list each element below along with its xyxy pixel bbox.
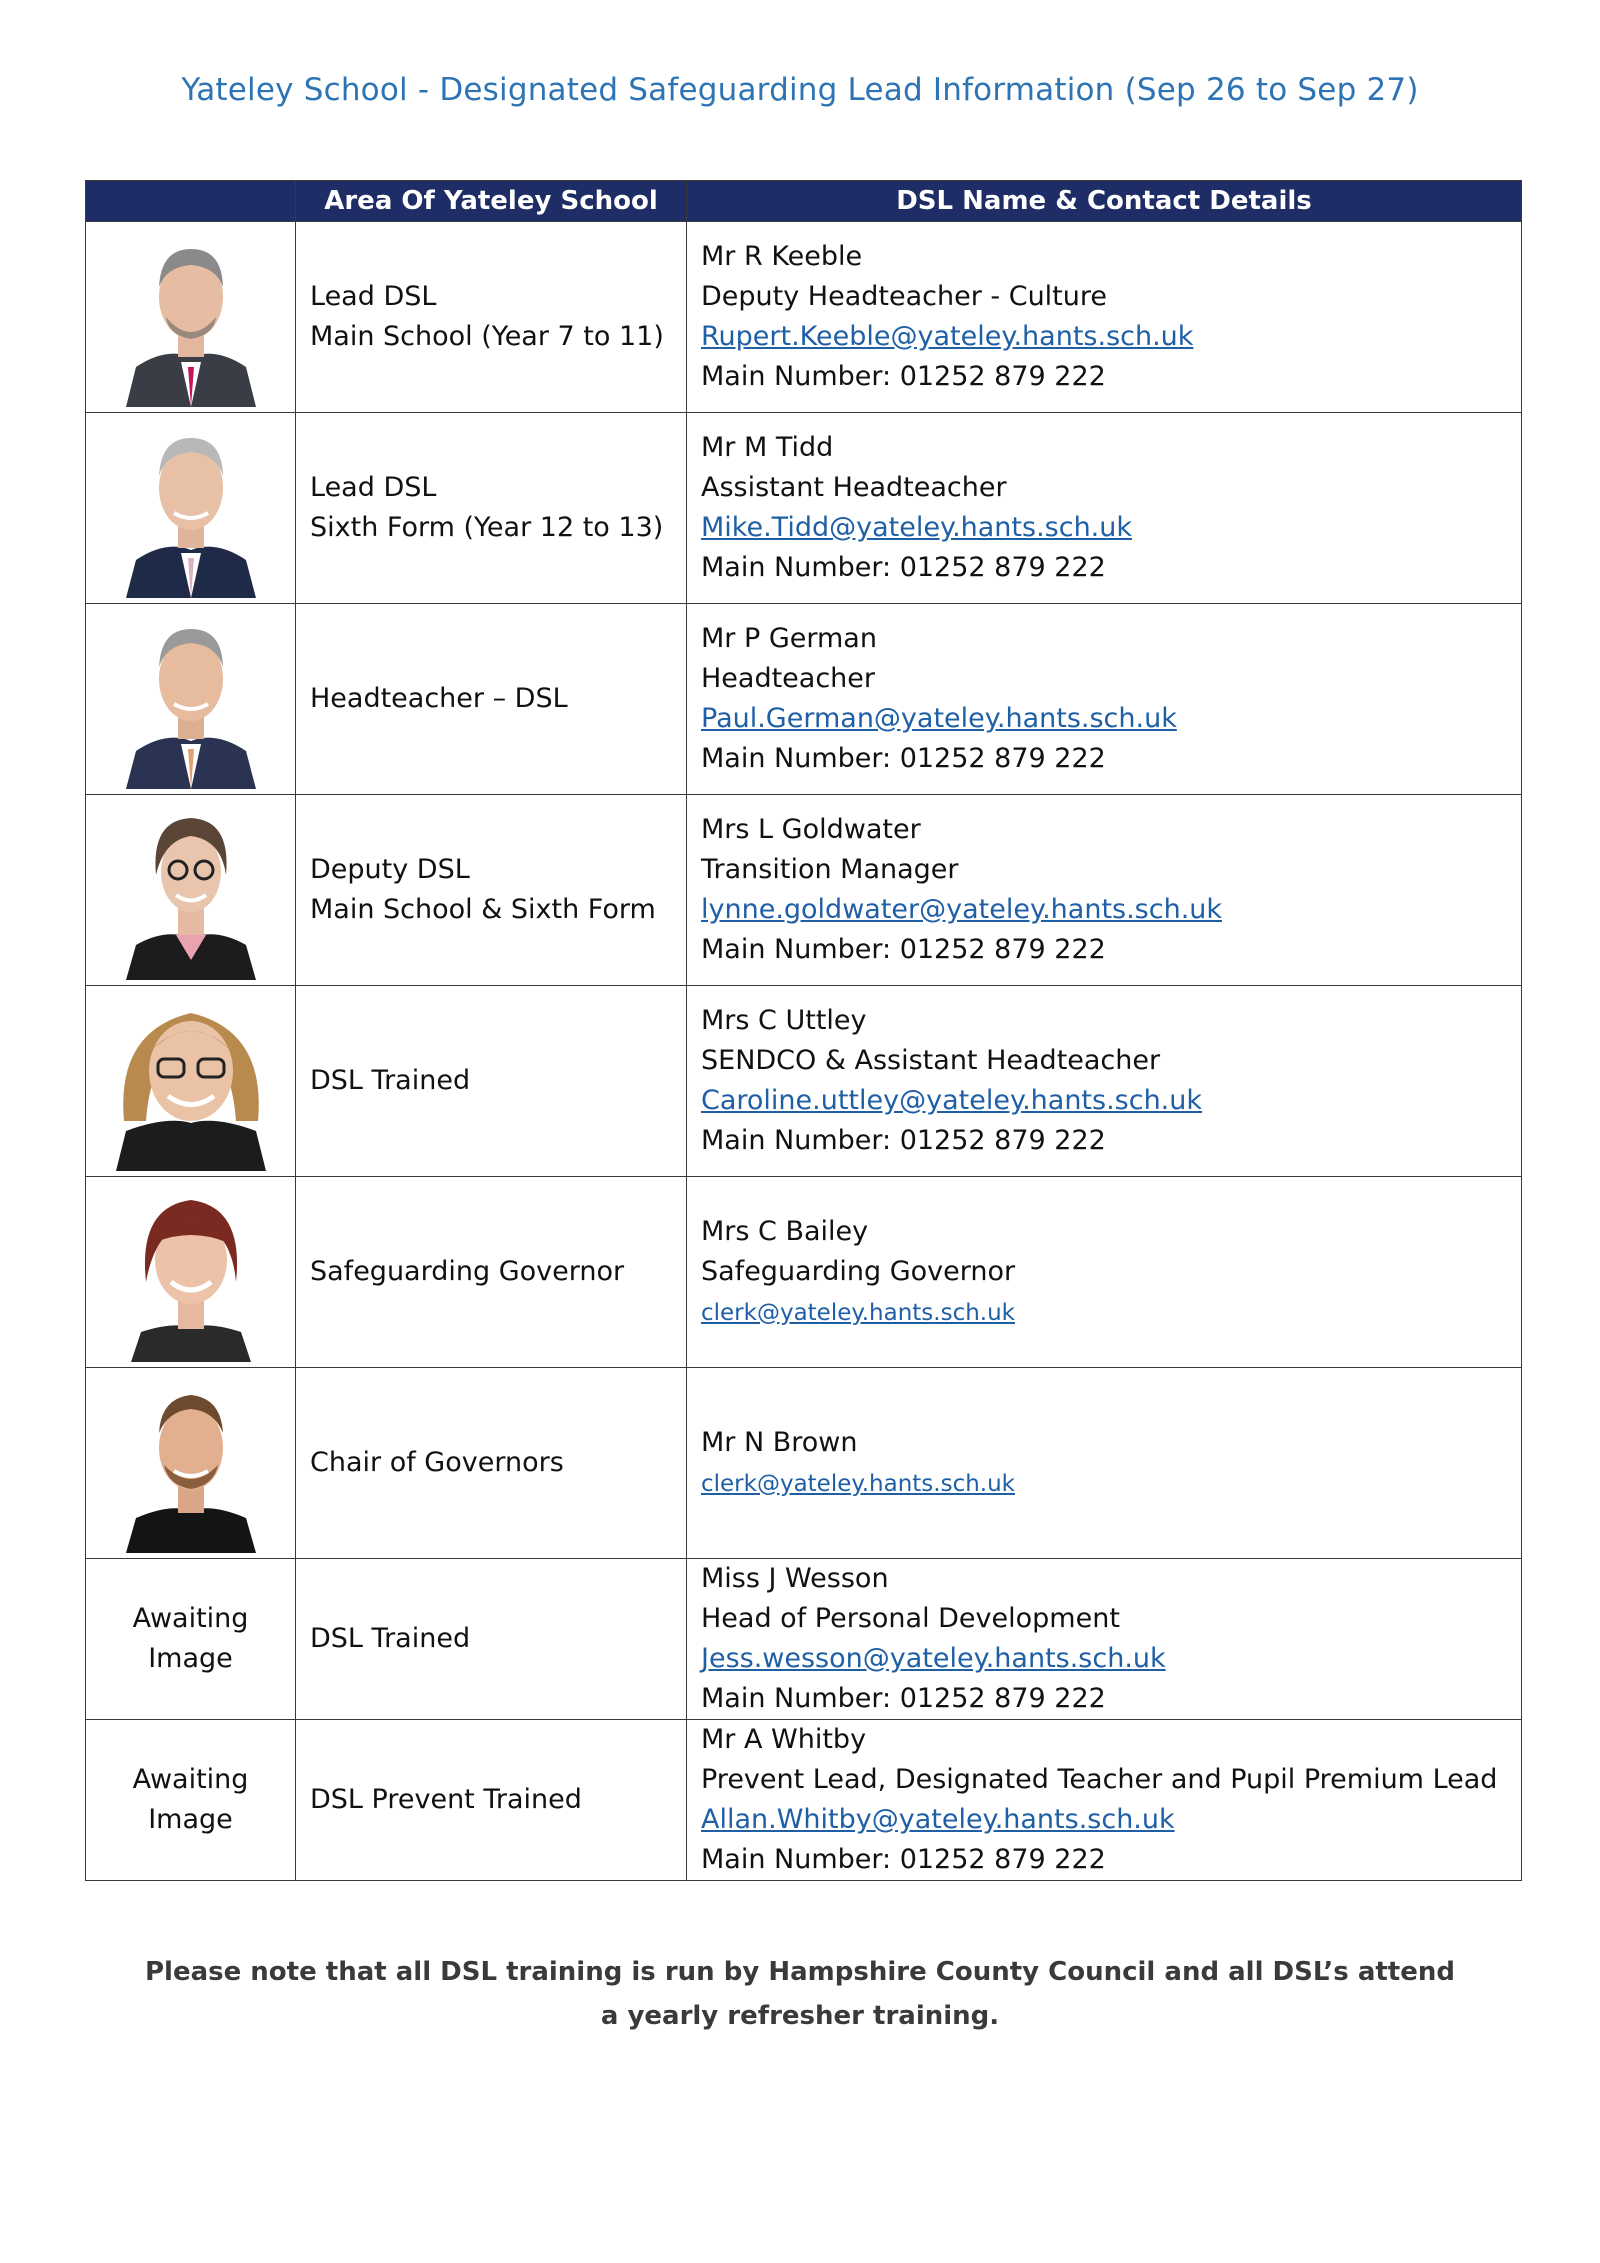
contact-name: Mr M Tidd <box>701 432 834 463</box>
area-cell <box>296 986 687 1177</box>
portrait-photo <box>126 800 256 980</box>
area-line: DSL Prevent Trained <box>310 1784 582 1815</box>
contact-name: Mrs L Goldwater <box>701 814 921 845</box>
contact-cell <box>687 413 1522 604</box>
email-link[interactable]: Paul.German@yateley.hants.sch.uk <box>701 703 1177 734</box>
contact-role: Transition Manager <box>701 854 959 885</box>
table-row <box>86 1368 1522 1559</box>
photo-cell <box>86 986 296 1177</box>
photo-cell <box>86 222 296 413</box>
photo-cell <box>86 1177 296 1368</box>
area-cell <box>296 222 687 413</box>
contact-cell <box>687 795 1522 986</box>
area-cell <box>296 604 687 795</box>
area-line: Lead DSL <box>310 472 437 503</box>
area-line: DSL Trained <box>310 1065 471 1096</box>
note-line: Please note that all DSL training is run by Hampshire County Council and all DSL’s attend <box>144 1957 1455 1987</box>
table-row <box>86 795 1522 986</box>
table-row <box>86 1559 1522 1720</box>
contact-name: Mr R Keeble <box>701 241 863 272</box>
email-link[interactable]: Allan.Whitby@yateley.hants.sch.uk <box>701 1804 1175 1835</box>
photo-cell <box>86 413 296 604</box>
contact-cell <box>687 1720 1522 1881</box>
contact-cell <box>687 986 1522 1177</box>
contact-phone: Main Number: 01252 879 222 <box>701 743 1106 774</box>
table-row <box>86 222 1522 413</box>
area-line: Deputy DSL <box>310 854 470 885</box>
area-line: Sixth Form (Year 12 to 13) <box>310 512 664 543</box>
header-photo <box>86 181 296 222</box>
portrait-photo <box>126 418 256 598</box>
contact-role: Headteacher <box>701 663 876 694</box>
header-contact: DSL Name & Contact Details <box>687 181 1522 222</box>
table-row <box>86 604 1522 795</box>
contact-name: Mrs C Uttley <box>701 1005 867 1036</box>
photo-cell <box>86 1368 296 1559</box>
email-link[interactable]: lynne.goldwater@yateley.hants.sch.uk <box>701 894 1223 925</box>
area-cell <box>296 1177 687 1368</box>
email-link[interactable]: clerk@yateley.hants.sch.uk <box>701 1299 1015 1326</box>
awaiting-image: Awaiting Image <box>86 1559 296 1720</box>
portrait-photo <box>96 991 286 1171</box>
header-area: Area Of Yateley School <box>296 181 687 222</box>
table-row <box>86 986 1522 1177</box>
contact-phone: Main Number: 01252 879 222 <box>701 934 1106 965</box>
table-row <box>86 1177 1522 1368</box>
contact-cell <box>687 604 1522 795</box>
area-line: Chair of Governors <box>310 1447 564 1478</box>
email-link[interactable]: Jess.wesson@yateley.hants.sch.uk <box>701 1643 1166 1674</box>
table-row <box>86 1720 1522 1881</box>
email-link[interactable]: Caroline.uttley@yateley.hants.sch.uk <box>701 1085 1203 1116</box>
area-cell <box>296 1559 687 1720</box>
training-note <box>0 1950 1600 2038</box>
contact-role: SENDCO & Assistant Headteacher <box>701 1045 1161 1076</box>
contact-name: Miss J Wesson <box>701 1563 889 1594</box>
page-title: Yateley School - Designated Safeguarding Lead Information (Sep 26 to Sep 27) <box>181 72 1419 108</box>
photo-cell <box>86 604 296 795</box>
area-line: Safeguarding Governor <box>310 1256 625 1287</box>
email-link[interactable]: clerk@yateley.hants.sch.uk <box>701 1470 1015 1497</box>
contact-phone: Main Number: 01252 879 222 <box>701 1125 1106 1156</box>
table-header-row <box>86 181 1522 222</box>
contact-name: Mr N Brown <box>701 1426 858 1458</box>
dsl-table <box>85 180 1522 1881</box>
area-cell <box>296 413 687 604</box>
contact-cell <box>687 1559 1522 1720</box>
contact-role: Safeguarding Governor <box>701 1255 1016 1287</box>
contact-cell <box>687 1177 1522 1368</box>
portrait-photo <box>126 609 256 789</box>
contact-cell <box>687 1368 1522 1559</box>
note-line: a yearly refresher training. <box>600 2001 1000 2031</box>
contact-role: Prevent Lead, Designated Teacher and Pupil Premium Lead <box>701 1764 1498 1795</box>
contact-role: Deputy Headteacher - Culture <box>701 281 1108 312</box>
portrait-photo <box>116 1182 266 1362</box>
area-cell <box>296 795 687 986</box>
table-row <box>86 413 1522 604</box>
area-cell <box>296 1368 687 1559</box>
portrait-photo <box>126 227 256 407</box>
area-line: Main School (Year 7 to 11) <box>310 321 664 352</box>
area-line: DSL Trained <box>310 1623 471 1654</box>
photo-cell <box>86 795 296 986</box>
portrait-photo <box>116 1373 266 1553</box>
contact-cell <box>687 222 1522 413</box>
contact-name: Mr P German <box>701 623 877 654</box>
contact-role: Head of Personal Development <box>701 1603 1120 1634</box>
area-line: Main School & Sixth Form <box>310 894 656 925</box>
area-line: Lead DSL <box>310 281 437 312</box>
awaiting-image: Awaiting Image <box>86 1720 296 1881</box>
contact-phone: Main Number: 01252 879 222 <box>701 361 1106 392</box>
contact-name: Mr A Whitby <box>701 1724 867 1755</box>
email-link[interactable]: Mike.Tidd@yateley.hants.sch.uk <box>701 512 1133 543</box>
area-cell <box>296 1720 687 1881</box>
email-link[interactable]: Rupert.Keeble@yateley.hants.sch.uk <box>701 321 1194 352</box>
contact-phone: Main Number: 01252 879 222 <box>701 552 1106 583</box>
contact-phone: Main Number: 01252 879 222 <box>701 1683 1106 1714</box>
contact-phone: Main Number: 01252 879 222 <box>701 1844 1106 1875</box>
contact-role: Assistant Headteacher <box>701 472 1007 503</box>
contact-name: Mrs C Bailey <box>701 1215 869 1247</box>
area-line: Headteacher – DSL <box>310 683 568 714</box>
